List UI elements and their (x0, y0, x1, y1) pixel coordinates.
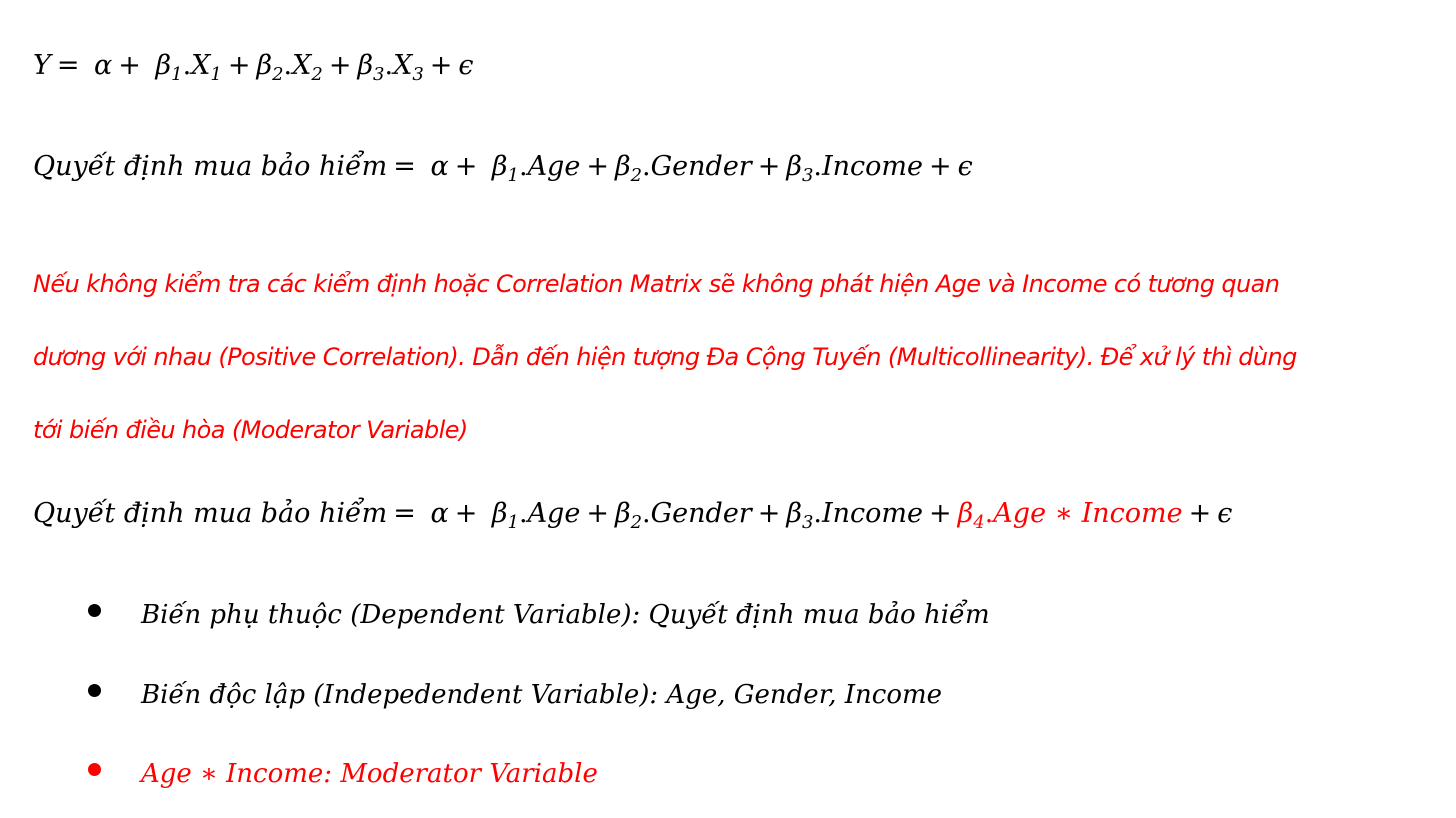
bullet-value: Moderator Variable (340, 759, 598, 789)
eq3-beta4: β (957, 498, 974, 529)
eq3-age: Age (527, 498, 581, 529)
list-item-moderator (88, 761, 598, 787)
list-item-dependent (88, 602, 990, 628)
eq2-beta1: β (491, 151, 508, 182)
eq1-x3: X (393, 50, 413, 81)
eq1-beta2: β (256, 50, 273, 81)
eq1-alpha: α (94, 50, 113, 81)
eq3-beta2: β (614, 498, 631, 529)
eq2-age: Age (527, 151, 581, 182)
bullet-label: Biến phụ thuộc (Dependent Variable): (141, 600, 641, 630)
note-line-3: tới biến điều hòa (Moderator Variable) (33, 416, 468, 444)
eq1-beta3: β (357, 50, 374, 81)
eq1-x1-sub: 1 (210, 64, 222, 85)
eq1-beta3-sub: 3 (373, 64, 385, 85)
eq2-beta2-sub: 2 (630, 165, 643, 186)
eq3-beta2-sub: 2 (630, 512, 643, 533)
eq2-epsilon: ϵ (957, 151, 973, 182)
bullet-label: Age ∗ Income: (141, 759, 333, 789)
eq3-beta4-sub: 4 (973, 512, 985, 533)
eq2-income: Income (822, 151, 924, 182)
eq1-x2: X (292, 50, 312, 81)
eq3-moderator-term: $\beta_4.Age$ ∗ Income (957, 498, 1183, 533)
equation-general: $Y = \alpha + \beta_1.X_1 + \beta_2.X_2 + \beta_3.X_3 + \epsilon$ (33, 50, 474, 85)
eq1-x3-sub: 3 (412, 64, 424, 85)
bullet-dot (88, 763, 101, 776)
eq1-x2-sub: 2 (311, 64, 323, 85)
eq3-beta1: β (491, 498, 508, 529)
eq2-beta2: β (614, 151, 631, 182)
eq2-alpha: α (430, 151, 449, 182)
eq2-beta3: β (786, 151, 802, 182)
eq1-beta1: β (155, 50, 172, 81)
eq3-beta3: β (786, 498, 802, 529)
eq3-alpha: α (430, 498, 449, 529)
eq3-lhs: Quyết định mua bảo hiểm (33, 498, 388, 529)
eq2-lhs: Quyết định mua bảo hiểm (33, 151, 388, 182)
eq2-beta3-sub: 3 (801, 165, 814, 186)
eq2-beta1-sub: 1 (507, 165, 519, 186)
eq1-beta1-sub: 1 (171, 64, 183, 85)
eq3-epsilon: ϵ (1217, 498, 1233, 529)
bullet-value: Age, Gender, Income (666, 680, 943, 710)
eq3-age-income: Age ∗ Income (993, 498, 1183, 529)
eq3-beta3-sub: 3 (801, 512, 814, 533)
eq1-x1: X (191, 50, 211, 81)
note-line-2: dương với nhau (Positive Correlation). Dẫn đến hiện tượng Đa Cộng Tuyến (Multicollinearity). Để xử lý thì dùng (33, 343, 1297, 371)
eq3-beta1-sub: 1 (507, 512, 519, 533)
equation-insurance: Quyết định mua bảo hiểm = $\alpha + \beta_1.Age$ + $\beta_2.Gender$ + $\beta_3.Income + \epsilon$ (33, 151, 973, 186)
bullet-label: Biến độc lập (Indepedendent Variable): (141, 680, 659, 710)
bullet-dot (88, 684, 101, 697)
eq1-y: Y (33, 50, 51, 81)
note-line-1: Nếu không kiểm tra các kiểm định hoặc Correlation Matrix sẽ không phát hiện Age và Income có tương quan (33, 270, 1280, 298)
list-item-independent (88, 682, 942, 708)
bullet-value: Quyết định mua bảo hiểm (648, 600, 990, 630)
eq3-income: Income (822, 498, 924, 529)
bullet-dot (88, 604, 101, 617)
eq1-beta2-sub: 2 (272, 64, 284, 85)
equation-insurance-moderator: Quyết định mua bảo hiểm = $\alpha + \beta_1.Age$ + $\beta_2.Gender$ + $\beta_3.Income + \beta_4.Age$ ∗ Income + ϵ (33, 498, 1233, 533)
multicollinearity-note (33, 248, 1443, 467)
eq1-epsilon: ϵ (458, 50, 474, 81)
eq3-gender: Gender (650, 498, 752, 529)
eq2-gender: Gender (650, 151, 752, 182)
